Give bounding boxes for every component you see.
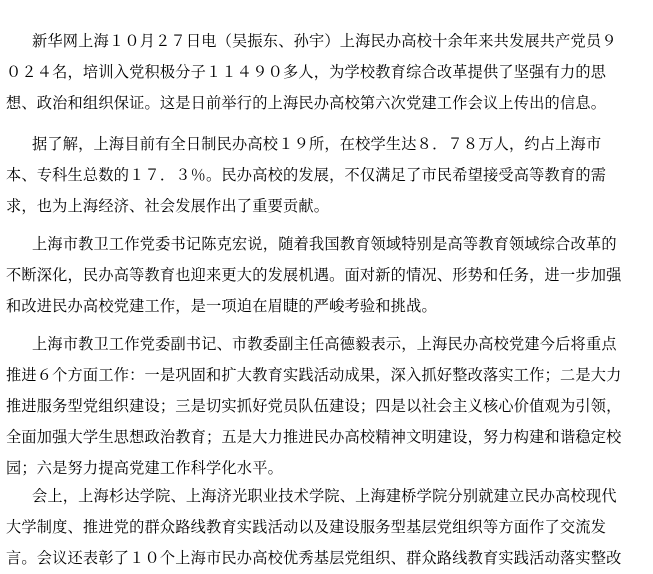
text-line: 和改进民办高校党建工作，是一项迫在眉睫的严峻考验和挑战。 bbox=[6, 297, 437, 315]
text-line: 上海市教卫工作党委副书记、市教委副主任高德毅表示，上海民办高校党建今后将重点 bbox=[32, 335, 617, 353]
text-line: 全面加强大学生思想政治教育；五是大力推进民办高校精神文明建设，努力构建和谐稳定校 bbox=[6, 428, 622, 446]
text-line: 推进服务型党组织建设；三是切实抓好党员队伍建设；四是以社会主义核心价值观为引领， bbox=[6, 397, 622, 415]
text-line: 上海市教卫工作党委书记陈克宏说，随着我国教育领域特别是高等教育领域综合改革的 bbox=[32, 235, 617, 253]
text-line: 本、专科生总数的１７．３％。民办高校的发展，不仅满足了市民希望接受高等教育的需 bbox=[6, 166, 607, 184]
text-line: 园；六是努力提高党建工作科学化水平。 bbox=[6, 459, 283, 477]
paragraph-2 bbox=[6, 129, 646, 222]
text-line: 想、政治和组织保证。这是日前举行的上海民办高校第六次党建工作会议上传出的信息。 bbox=[6, 94, 607, 112]
text-line: 据了解，上海目前有全日制民办高校１９所，在校学生达８．７８万人，约占上海市 bbox=[32, 135, 602, 153]
paragraph-5 bbox=[6, 481, 646, 574]
paragraph-1 bbox=[6, 26, 646, 119]
paragraph-4 bbox=[6, 329, 646, 484]
text-line: 会上，上海杉达学院、上海济光职业技术学院、上海建桥学院分别就建立民办高校现代 bbox=[32, 487, 617, 505]
text-line: 不断深化，民办高等教育也迎来更大的发展机遇。面对新的情况、形势和任务，进一步加强 bbox=[6, 266, 622, 284]
text-line: 大学制度、推进党的群众路线教育实践活动以及建设服务型基层党组织等方面作了交流发 bbox=[6, 518, 607, 536]
text-line: 新华网上海１０月２７日电（吴振东、孙宇）上海民办高校十余年来共发展共产党员９ bbox=[32, 32, 617, 50]
text-line: ０２４名，培训入党积极分子１１４９０多人，为学校教育综合改革提供了坚强有力的思 bbox=[6, 63, 607, 81]
text-line: 言。会议还表彰了１０个上海市民办高校优秀基层党组织、群众路线教育实践活动落实整改 bbox=[6, 549, 622, 567]
text-line: 求，也为上海经济、社会发展作出了重要贡献。 bbox=[6, 197, 330, 215]
paragraph-3 bbox=[6, 229, 646, 322]
text-line: 推进６个方面工作：一是巩固和扩大教育实践活动成果，深入抓好整改落实工作；二是大力 bbox=[6, 366, 622, 384]
